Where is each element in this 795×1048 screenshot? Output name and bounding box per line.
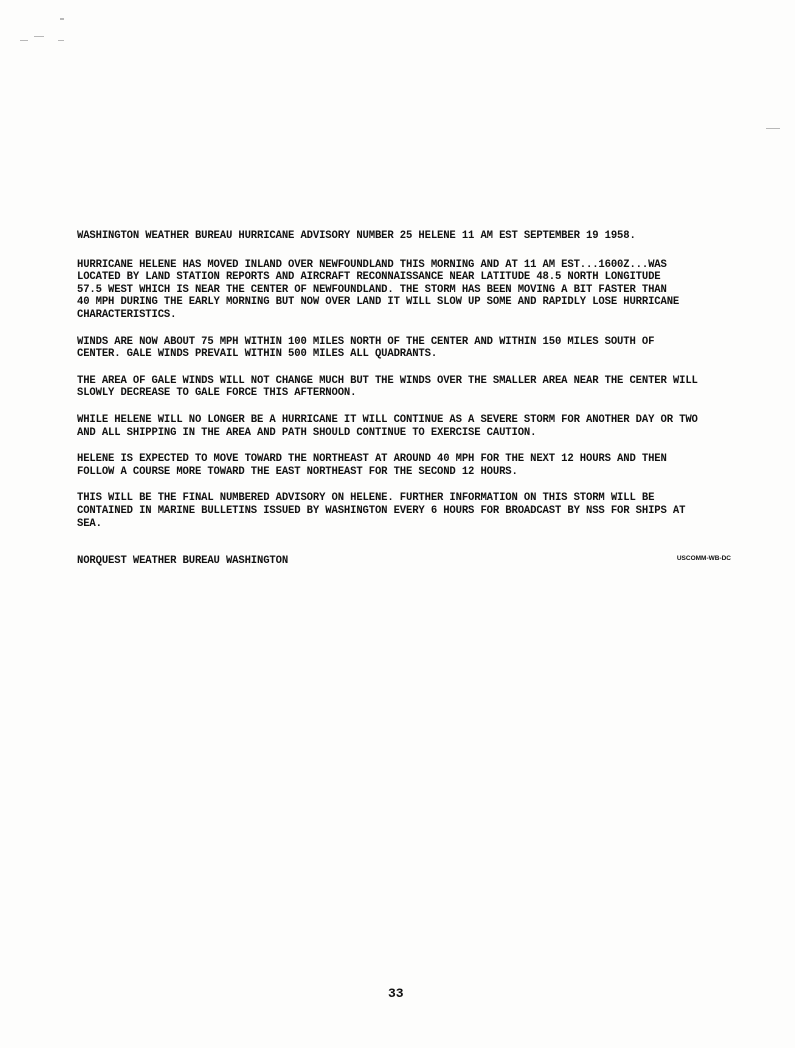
signoff-row <box>77 555 731 569</box>
advisory-paragraph-caution: WHILE HELENE WILL NO LONGER BE A HURRICANE IT WILL CONTINUE AS A SEVERE STORM FOR ANOTHER DAY OR TWO AND ALL SHIPPING IN THE AREA AND PATH SHOULD CONTINUE TO EXERCISE CAUTION. <box>77 413 698 439</box>
advisory-body <box>77 230 749 544</box>
signoff: NORQUEST WEATHER BUREAU WASHINGTON <box>77 555 289 567</box>
scan-speck <box>766 128 780 129</box>
scan-speck <box>58 40 64 41</box>
advisory-paragraph-gale-area: THE AREA OF GALE WINDS WILL NOT CHANGE MUCH BUT THE WINDS OVER THE SMALLER AREA NEAR THE CENTER WILL SLOWLY DECREASE TO GALE FORCE THIS AFTERNOON. <box>77 374 698 400</box>
advisory-header-line: WASHINGTON WEATHER BUREAU HURRICANE ADVISORY NUMBER 25 HELENE 11 AM EST SEPTEMBER 19 1958. <box>77 230 636 242</box>
scan-speck <box>60 18 64 20</box>
page-number: 33 <box>388 986 404 1001</box>
advisory-paragraph-final-notice: THIS WILL BE THE FINAL NUMBERED ADVISORY ON HELENE. FURTHER INFORMATION ON THIS STORM WILL BE CONTAINED IN MARINE BULLETINS ISSUED BY WASHINGTON EVERY 6 HOURS FOR BROADCAST BY NSS FOR SHIPS AT SEA. <box>77 492 686 530</box>
print-code: USCOMM-WB-DC <box>676 555 731 562</box>
advisory-paragraph-winds: WINDS ARE NOW ABOUT 75 MPH WITHIN 100 MILES NORTH OF THE CENTER AND WITHIN 150 MILES SOUTH OF CENTER. GALE WINDS PREVAIL WITHIN 500 MILES ALL QUADRANTS. <box>77 335 655 361</box>
advisory-paragraph-forecast-track: HELENE IS EXPECTED TO MOVE TOWARD THE NORTHEAST AT AROUND 40 MPH FOR THE NEXT 12 HOURS AND THEN FOLLOW A COURSE MORE TOWARD THE EAST NORTHEAST FOR THE SECOND 12 HOURS. <box>77 453 667 478</box>
scan-speck <box>20 40 28 41</box>
advisory-paragraph-location: HURRICANE HELENE HAS MOVED INLAND OVER NEWFOUNDLAND THIS MORNING AND AT 11 AM EST...1600Z...WAS LOCATED BY LAND STATION REPORTS AND AIRCRAFT RECONNAISSANCE NEAR LATITUDE 48.5 NORTH LONGITUDE 57.5 WEST WHICH IS NEAR THE CENTER OF NEWFOUNDLAND. THE STORM HAS BEEN MOVING A BIT FASTER THAN 40 MPH DURING THE EARLY MORNING BUT NOW OVER LAND IT WILL SLOW UP SOME AND RAPIDLY LOSE HURRICANE CHARACTERISTICS. <box>77 258 680 321</box>
scan-speck <box>34 36 44 37</box>
